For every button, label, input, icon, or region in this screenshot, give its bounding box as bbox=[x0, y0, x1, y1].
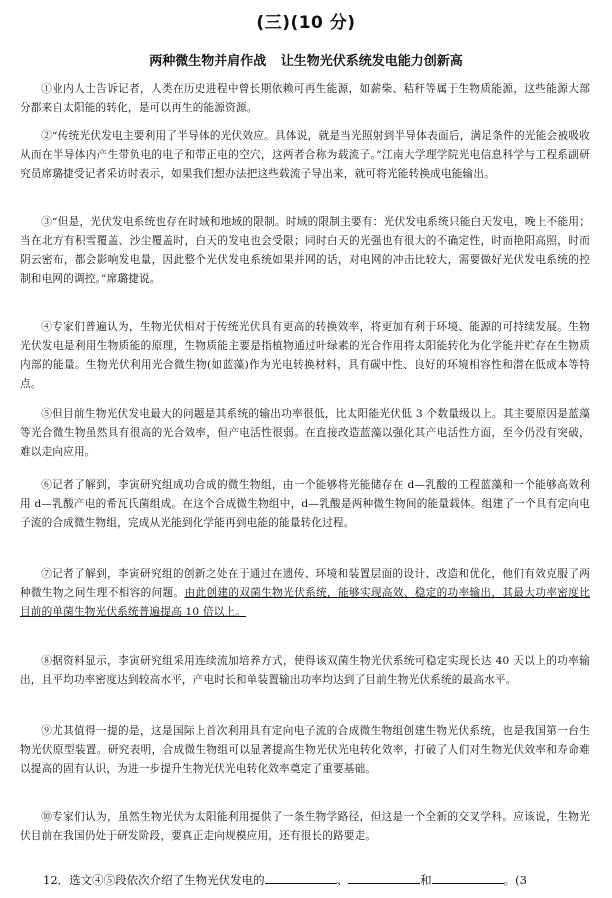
paragraph-1 bbox=[20, 80, 590, 118]
paragraph-text: ⑦记者了解到，李寅研究组的创新之处在于通过在遗传、环境和装置层面的设计、改造和优化，他们有效克服了两种微生物之间生理不相容的问题。 bbox=[20, 568, 590, 599]
answer-blank-2[interactable] bbox=[348, 871, 420, 884]
paragraph-text: ⑥记者了解到，李寅研究组成功合成的微生物组，由一个能够将光能储存在 d—乳酸的工程蓝藻和一个能够高效利用 d—乳酸产电的希瓦氏菌组成。在这个合成微生物组中，d—乳酸是两种微生物间的能量载体。组建了一个具有定向电子流的合成微生物组，完成从光能到化学能再到电能的能量转化过程。 bbox=[20, 479, 590, 529]
section-title: (三)(10 分) bbox=[256, 13, 356, 33]
paragraph-8 bbox=[20, 652, 590, 690]
question-separator-2: 和 bbox=[420, 873, 432, 887]
paragraph-3 bbox=[20, 213, 590, 289]
question-suffix: 。(3 bbox=[503, 873, 527, 887]
paragraph-text: ②“传统光伏发电主要利用了半导体的光伏效应。具体说，就是当光照射到半导体表面后，满足条件的光能会被吸收从而在半导体内产生带负电的电子和带正电的空穴，这两者合称为载流子。”江南大学理学院光电信息科学与工程系副研究员席璐捷受记者采访时表示，如果我们想办法把这些载流子导出来，就可将光能转换成电能输出。 bbox=[20, 130, 590, 180]
paragraph-7 bbox=[20, 565, 590, 622]
paragraph-4 bbox=[20, 318, 590, 394]
answer-blank-3[interactable] bbox=[432, 871, 504, 884]
paragraph-text: ⑨尤其值得一提的是，这是国际上首次利用具有定向电子流的合成微生物组创建生物光伏系统，也是我国第一台生物光伏原型装置。研究表明，合成微生物组可以显著提高生物光伏光电转化效率，打破了人们对生物光伏效率和寿命难以提高的固有认识，为进一步提升生物光伏光电转化效率奠定了重要基础。 bbox=[20, 725, 590, 775]
paragraph-text: ①业内人士告诉记者，人类在历史进程中曾长期依赖可再生能源，如薪柴、秸秆等属于生物质能源，这些能源大部分都来自太阳能的转化，是可以再生的能源资源。 bbox=[20, 83, 590, 114]
paragraph-text: ⑤但目前生物光伏发电最大的问题是其系统的输出功率很低，比太阳能光伏低 3 个数量级以上。其主要原因是蓝藻等光合微生物虽然具有很高的光合效率，但产电活性很弱。在直接改造蓝藻以强化其产电活性方面，至今仍没有突破，难以走向应用。 bbox=[20, 408, 590, 458]
question-prefix: 12．选文④⑤段依次介绍了生物光伏发电的 bbox=[43, 873, 265, 887]
paragraph-text: ④专家们普遍认为，生物光伏相对于传统光伏具有更高的转换效率，将更加有利于环境、能源的可持续发展。生物光伏发电是利用生物质能的原理，生物质能主要是指植物通过叶绿素的光合作用将太阳能转化为化学能并贮存在生物质内部的能量。生物光伏利用光合微生物(如蓝藻)作为光电转换材料，具有碳中性、良好的环境相容性和潜在低成本等特点。 bbox=[20, 321, 590, 390]
article-title: 两种微生物并肩作战 让生物光伏系统发电能力创新高 bbox=[149, 54, 463, 69]
paragraph-text: ⑩专家们认为，虽然生物光伏为太阳能利用提供了一条生物学路径，但这是一个全新的交叉学科。应该说，生物光伏目前在我国仍处于研发阶段，要真正走向规模应用，还有很长的路要走。 bbox=[20, 811, 590, 842]
paragraph-text: ⑧据资料显示，李寅研究组采用连续流加培养方式，使得该双菌生物光伏系统可稳定实现长达 40 天以上的功率输出，且平均功率密度达到较高水平，产电时长和单装置输出功率均达到了目前生物光伏系统的最高水平。 bbox=[20, 655, 590, 686]
paragraph-6 bbox=[20, 476, 590, 533]
underlined-sentence: 由此创建的双菌生物光伏系统，能够实现高效、稳定的功率输出，其最大功率密度比目前的单菌生物光伏系统普遍提高 10 倍以上。 bbox=[20, 587, 591, 618]
paragraph-9 bbox=[20, 722, 590, 779]
answer-blank-1[interactable] bbox=[265, 871, 337, 884]
question-12 bbox=[20, 871, 610, 890]
paragraph-text: ③“但是，光伏发电系统也存在时域和地域的限制。时域的限制主要有：光伏发电系统只能白天发电，晚上不能用；当在北方有积雪覆盖、沙尘覆盖时，白天的发电也会受限；同时白天的光强也有很大的不确定性，时而艳阳高照，时而阴云密布，都会影响发电量，因此整个光伏发电系统如果并网的话，对电网的冲击比较大，需要做好光伏发电系统的控制和电网的调控。”席璐捷说。 bbox=[20, 216, 590, 285]
paragraph-2 bbox=[20, 127, 590, 184]
paragraph-5 bbox=[20, 405, 590, 462]
question-separator-1: 、 bbox=[336, 873, 349, 887]
paragraph-10 bbox=[20, 808, 590, 846]
